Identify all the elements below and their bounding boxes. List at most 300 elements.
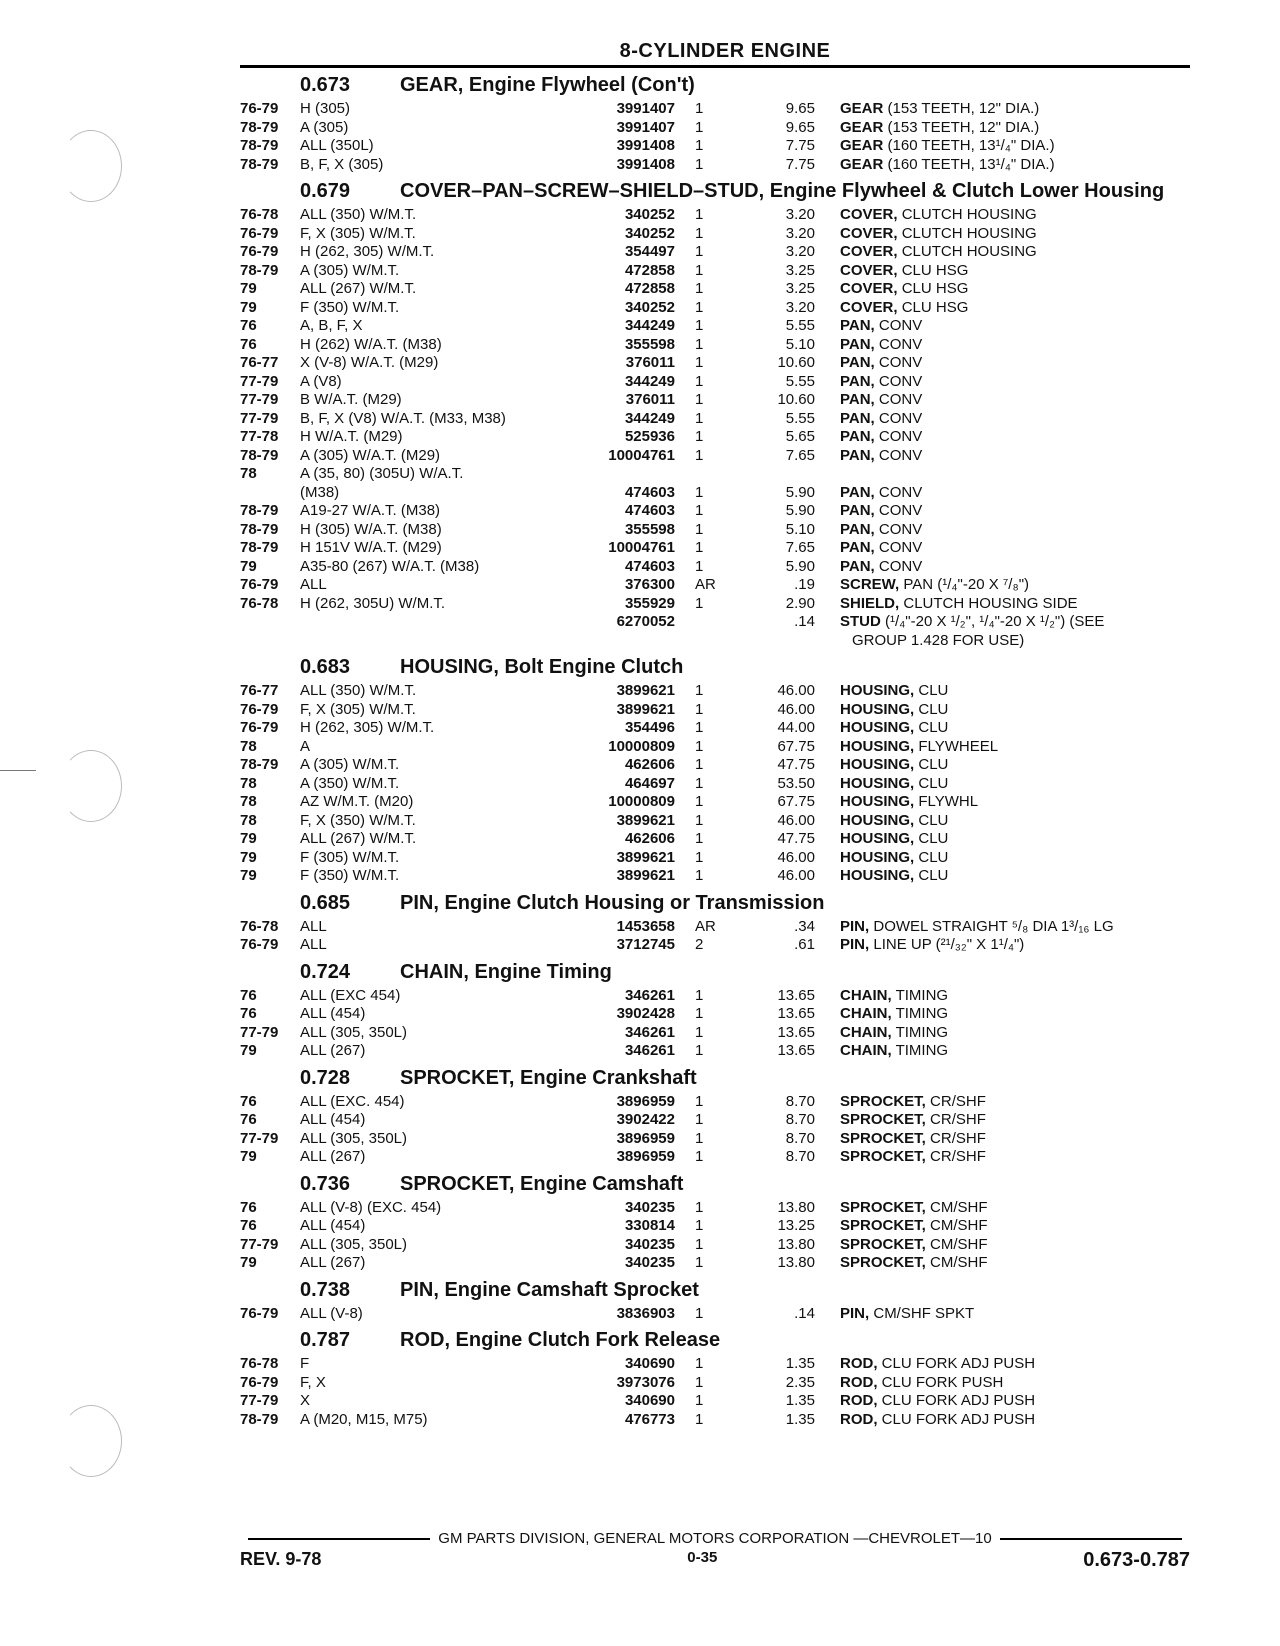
part-number-cell xyxy=(575,682,675,701)
quantity: 1 xyxy=(695,1304,704,1322)
description xyxy=(815,738,1190,757)
part-number: 10000809 xyxy=(608,793,675,810)
description-detail: CONV xyxy=(878,372,923,390)
part-row xyxy=(240,428,1190,447)
description xyxy=(815,682,1190,701)
description xyxy=(815,1392,1190,1411)
quantity-cell xyxy=(675,539,745,558)
description-name: GEAR xyxy=(840,100,884,117)
price-cell xyxy=(745,558,815,577)
part-row xyxy=(240,595,1190,614)
description-detail: TIMING xyxy=(895,1042,949,1059)
price-cell xyxy=(745,812,815,831)
description-detail: CLU HSG xyxy=(901,261,969,279)
quantity-cell xyxy=(675,280,745,299)
application-text: ALL (267) W/M.T. xyxy=(300,830,417,847)
description-name: PAN, xyxy=(840,520,875,538)
part-number: 355929 xyxy=(624,594,675,612)
application-text: ALL (454) xyxy=(300,1217,366,1234)
model-years: 76-79 xyxy=(240,100,279,117)
application xyxy=(300,465,575,502)
description xyxy=(815,262,1190,281)
part-number: 472858 xyxy=(624,261,675,279)
description-name: SPROCKET, xyxy=(840,1092,926,1110)
application-text: ALL (350L) xyxy=(300,137,374,154)
quantity: 1 xyxy=(695,391,704,408)
part-row xyxy=(240,701,1190,720)
description xyxy=(815,987,1190,1006)
quantity: 1 xyxy=(695,1217,704,1234)
part-number-cell xyxy=(575,1392,675,1411)
part-number-cell xyxy=(575,719,675,738)
part-row xyxy=(240,918,1190,937)
part-number-cell xyxy=(575,317,675,336)
part-row xyxy=(240,1042,1190,1061)
description xyxy=(815,280,1190,299)
quantity: 1 xyxy=(695,774,704,792)
quantity: 1 xyxy=(695,502,704,519)
quantity-cell xyxy=(675,299,745,318)
application xyxy=(300,1111,575,1130)
description-name: ROD, xyxy=(840,1410,878,1428)
model-years: 77-79 xyxy=(240,372,279,390)
quantity-cell xyxy=(675,849,745,868)
description-name: ROD, xyxy=(840,1355,878,1372)
application xyxy=(300,317,575,336)
description-name: CHAIN, xyxy=(840,1023,892,1041)
application-text: ALL (267) xyxy=(300,1042,366,1059)
part-row xyxy=(240,775,1190,794)
price-cell xyxy=(745,206,815,225)
description-name: PAN, xyxy=(840,391,875,408)
part-number: 346261 xyxy=(624,1042,675,1059)
description-name: COVER, xyxy=(840,298,898,316)
part-number: 346261 xyxy=(624,1023,675,1041)
part-row xyxy=(240,410,1190,429)
part-number-cell xyxy=(575,1411,675,1430)
price-cell xyxy=(745,299,815,318)
page-number: 0-35 xyxy=(687,1549,718,1566)
price-cell xyxy=(745,1093,815,1112)
description xyxy=(815,100,1190,119)
part-row xyxy=(240,812,1190,831)
section-title: SPROCKET, Engine Crankshaft xyxy=(400,1066,697,1089)
quantity: 1 xyxy=(695,428,704,445)
description xyxy=(815,918,1190,937)
part-row xyxy=(240,1254,1190,1273)
model-years: 78 xyxy=(240,465,257,482)
description-name: HOUSING, xyxy=(840,811,915,829)
description xyxy=(815,1236,1190,1255)
quantity: 1 xyxy=(695,700,704,718)
part-number: 3896959 xyxy=(616,1129,675,1147)
description-name: PIN, xyxy=(840,1304,870,1322)
description-name: PIN, xyxy=(840,936,870,953)
application-text: H (262, 305U) W/M.T. xyxy=(300,594,446,612)
quantity-cell xyxy=(675,1148,745,1167)
quantity-cell xyxy=(675,558,745,577)
quantity: 1 xyxy=(695,118,704,136)
description-detail: CLU FORK ADJ PUSH xyxy=(881,1392,1036,1409)
binder-hole xyxy=(60,130,122,202)
price: 3.20 xyxy=(785,206,815,223)
model-years: 77-79 xyxy=(240,1023,279,1041)
description-detail: FLYWHEEL xyxy=(918,737,999,755)
model-years: 79 xyxy=(240,848,257,866)
parts-list xyxy=(240,1199,1190,1273)
part-row xyxy=(240,1199,1190,1218)
price: 13.80 xyxy=(777,1254,815,1271)
part-row xyxy=(240,299,1190,318)
model-years: 79 xyxy=(240,1042,257,1059)
application xyxy=(300,1217,575,1236)
quantity: 1 xyxy=(695,354,704,371)
part-number: 344249 xyxy=(624,409,675,427)
model-years: 78-79 xyxy=(240,1410,279,1428)
model-years: 79 xyxy=(240,557,257,575)
part-row xyxy=(240,849,1190,868)
quantity-cell xyxy=(675,738,745,757)
description-detail: DOWEL STRAIGHT ⁵/₈ DIA 1³/₁₆ LG xyxy=(873,917,1114,935)
description xyxy=(815,1374,1190,1393)
section-title: PIN, Engine Clutch Housing or Transmission xyxy=(400,891,825,914)
description-detail: CR/SHF xyxy=(930,1092,986,1110)
description-detail: CONV xyxy=(878,317,923,334)
part-number-cell xyxy=(575,1042,675,1061)
section-code: 0.724 xyxy=(300,960,351,983)
description-detail: CONV xyxy=(878,557,923,575)
price: 8.70 xyxy=(785,1092,815,1110)
application-text: B W/A.T. (M29) xyxy=(300,391,402,408)
application xyxy=(300,1024,575,1043)
application-text: X xyxy=(300,1392,311,1409)
model-years: 77-79 xyxy=(240,391,279,408)
application-text: F (305) W/M.T. xyxy=(300,848,400,866)
part-row xyxy=(240,502,1190,521)
description-detail: CLU HSG xyxy=(901,280,969,297)
footer-rule-right xyxy=(1000,1538,1182,1540)
quantity-cell xyxy=(675,206,745,225)
part-row xyxy=(240,1305,1190,1324)
price: 46.00 xyxy=(777,867,815,884)
part-row xyxy=(240,243,1190,262)
section-code: 0.736 xyxy=(300,1172,351,1195)
part-row xyxy=(240,936,1190,955)
part-number-cell xyxy=(575,336,675,355)
model-years: 76 xyxy=(240,1198,257,1216)
price-cell xyxy=(745,867,815,886)
model-years: 77-79 xyxy=(240,1235,279,1253)
model-years: 78-79 xyxy=(240,137,279,154)
model-years: 78-79 xyxy=(240,520,279,538)
application-text: A (305) W/M.T. xyxy=(300,756,400,773)
application xyxy=(300,391,575,410)
part-row xyxy=(240,987,1190,1006)
model-years: 76 xyxy=(240,335,257,353)
price-cell xyxy=(745,1130,815,1149)
price-cell xyxy=(745,719,815,738)
application-text: H (305) W/A.T. (M38) xyxy=(300,520,442,538)
application xyxy=(300,775,575,794)
description-detail: (160 TEETH, 13¹/₄" DIA.) xyxy=(887,137,1055,154)
model-years: 76 xyxy=(240,986,257,1004)
description xyxy=(815,793,1190,812)
price: 67.75 xyxy=(777,737,815,755)
description-detail: CONV xyxy=(878,335,923,353)
description-detail: CONV xyxy=(878,428,923,445)
application xyxy=(300,719,575,738)
application-text: F (350) W/M.T. xyxy=(300,867,400,884)
description-name: HOUSING, xyxy=(840,830,915,847)
part-number: 525936 xyxy=(624,428,675,445)
price-cell xyxy=(745,521,815,540)
description xyxy=(815,317,1190,336)
application-text-cont: (M38) xyxy=(300,483,340,501)
part-row xyxy=(240,539,1190,558)
price: 44.00 xyxy=(777,719,815,736)
application-text: H 151V W/A.T. (M29) xyxy=(300,539,442,556)
sections xyxy=(240,74,1190,1429)
part-number: 346261 xyxy=(624,986,675,1004)
description xyxy=(815,719,1190,738)
quantity-cell xyxy=(675,391,745,410)
price-cell xyxy=(745,738,815,757)
section-heading xyxy=(240,1173,1190,1195)
description-detail: CLUTCH HOUSING SIDE xyxy=(903,594,1078,612)
part-number: 340235 xyxy=(624,1198,675,1216)
description-name: PAN, xyxy=(840,335,875,353)
application-text: A (350) W/M.T. xyxy=(300,774,400,792)
description-detail: CLU HSG xyxy=(901,298,969,316)
quantity: 1 xyxy=(695,986,704,1004)
footer-publisher: GM PARTS DIVISION, GENERAL MOTORS CORPORATION —CHEVROLET—10 xyxy=(438,1530,992,1547)
part-row xyxy=(240,336,1190,355)
application xyxy=(300,1130,575,1149)
part-number: 3973076 xyxy=(616,1373,675,1391)
application xyxy=(300,756,575,775)
application xyxy=(300,918,575,937)
model-years: 78-79 xyxy=(240,756,279,773)
section-title: COVER–PAN–SCREW–SHIELD–STUD, Engine Flywheel & Clutch Lower Housing xyxy=(400,180,1165,202)
description-detail: CONV xyxy=(878,391,923,408)
part-number-cell xyxy=(575,1199,675,1218)
price-cell xyxy=(745,1355,815,1374)
part-number-cell xyxy=(575,243,675,262)
description-detail: LINE UP (²¹/₃₂" X 1¹/₄") xyxy=(873,936,1025,953)
parts-page xyxy=(240,40,1190,1429)
price: 5.10 xyxy=(785,335,815,353)
part-row xyxy=(240,1236,1190,1255)
quantity: 1 xyxy=(695,520,704,538)
part-row xyxy=(240,1148,1190,1167)
application-text: A (35, 80) (305U) W/A.T. xyxy=(300,465,464,482)
description xyxy=(815,373,1190,392)
price: 8.70 xyxy=(785,1111,815,1128)
description xyxy=(815,849,1190,868)
part-row xyxy=(240,738,1190,757)
part-number: 3899621 xyxy=(616,811,675,829)
quantity: AR xyxy=(695,917,716,935)
model-years: 76 xyxy=(240,1005,257,1022)
part-number: 3836903 xyxy=(616,1304,675,1322)
price: 7.75 xyxy=(785,137,815,154)
part-row xyxy=(240,206,1190,225)
quantity-cell xyxy=(675,756,745,775)
price-cell xyxy=(745,595,815,614)
part-row xyxy=(240,1411,1190,1430)
application xyxy=(300,793,575,812)
model-years: 78-79 xyxy=(240,261,279,279)
description xyxy=(815,812,1190,831)
quantity-cell xyxy=(675,137,745,156)
part-number: 355598 xyxy=(624,520,675,538)
part-row xyxy=(240,576,1190,595)
price-cell xyxy=(745,447,815,466)
price: .34 xyxy=(794,917,815,935)
quantity: 1 xyxy=(695,372,704,390)
model-years: 78 xyxy=(240,737,257,755)
part-number: 3899621 xyxy=(616,848,675,866)
description-detail-cont: GROUP 1.428 FOR USE) xyxy=(852,631,1025,649)
price-cell xyxy=(745,918,815,937)
model-years: 76-79 xyxy=(240,719,279,736)
price: .61 xyxy=(794,936,815,953)
part-number-cell xyxy=(575,1130,675,1149)
application-text: F (350) W/M.T. xyxy=(300,298,400,316)
description-detail: CM/SHF SPKT xyxy=(873,1304,975,1322)
description xyxy=(815,156,1190,175)
price-cell xyxy=(745,373,815,392)
model-years: 78-79 xyxy=(240,155,279,173)
quantity: 1 xyxy=(695,280,704,297)
price: 7.65 xyxy=(785,539,815,556)
price: 3.25 xyxy=(785,261,815,279)
part-row xyxy=(240,280,1190,299)
price: 47.75 xyxy=(777,830,815,847)
quantity-cell xyxy=(675,521,745,540)
quantity-cell xyxy=(675,719,745,738)
description-detail: CLU xyxy=(918,700,949,718)
price: 13.65 xyxy=(777,1005,815,1022)
application xyxy=(300,539,575,558)
application-text: F, X xyxy=(300,1373,326,1391)
description-name: CHAIN, xyxy=(840,1005,892,1022)
description-detail: CM/SHF xyxy=(930,1217,988,1234)
application-text: A19-27 W/A.T. (M38) xyxy=(300,502,441,519)
description-name: SPROCKET, xyxy=(840,1148,926,1165)
part-number: 474603 xyxy=(624,502,675,519)
price: 5.55 xyxy=(785,409,815,427)
application-text: ALL (V-8) xyxy=(300,1304,363,1322)
part-number: 376011 xyxy=(625,391,675,408)
parts-list xyxy=(240,100,1190,174)
price: .19 xyxy=(794,576,815,593)
part-number: 464697 xyxy=(624,774,675,792)
application-text: ALL (305, 350L) xyxy=(300,1235,408,1253)
part-number-cell xyxy=(575,428,675,447)
section-title: SPROCKET, Engine Camshaft xyxy=(400,1172,684,1195)
price: 2.35 xyxy=(785,1373,815,1391)
price-cell xyxy=(745,317,815,336)
model-years: 77-79 xyxy=(240,409,279,427)
description xyxy=(815,1024,1190,1043)
application-text: ALL (350) W/M.T. xyxy=(300,682,417,699)
application xyxy=(300,701,575,720)
quantity: 1 xyxy=(695,1235,704,1253)
application-text: B, F, X (V8) W/A.T. (M33, M38) xyxy=(300,409,506,427)
application xyxy=(300,119,575,138)
section-code: 0.685 xyxy=(300,891,351,914)
price-cell xyxy=(745,410,815,429)
model-years: 79 xyxy=(240,1254,257,1271)
model-years: 76-79 xyxy=(240,700,279,718)
part-row xyxy=(240,465,1190,502)
model-years: 79 xyxy=(240,298,257,316)
description-detail: CM/SHF xyxy=(930,1235,988,1253)
model-years: 76-77 xyxy=(240,354,279,371)
margin-mark xyxy=(0,770,36,771)
application-text: ALL (350) W/M.T. xyxy=(300,206,417,223)
application-text: A (V8) xyxy=(300,372,342,390)
part-row xyxy=(240,867,1190,886)
application-text: ALL (EXC. 454) xyxy=(300,1092,405,1110)
description xyxy=(815,1111,1190,1130)
part-number: 474603 xyxy=(624,483,675,501)
part-number-cell xyxy=(575,812,675,831)
quantity: 1 xyxy=(695,206,704,223)
part-row xyxy=(240,719,1190,738)
model-years: 78 xyxy=(240,811,257,829)
quantity-cell xyxy=(675,918,745,937)
description-name: COVER, xyxy=(840,243,898,260)
description-detail: CLU FORK PUSH xyxy=(881,1373,1004,1391)
part-number-cell xyxy=(575,373,675,392)
application xyxy=(300,1305,575,1324)
quantity-cell xyxy=(675,1392,745,1411)
quantity: 1 xyxy=(695,1355,704,1372)
description-detail: CONV xyxy=(878,520,923,538)
section-title: PIN, Engine Camshaft Sprocket xyxy=(400,1278,699,1301)
description-name: PAN, xyxy=(840,483,875,501)
description xyxy=(815,243,1190,262)
application xyxy=(300,354,575,373)
part-number-cell xyxy=(575,738,675,757)
quantity: 1 xyxy=(695,243,704,260)
model-years: 76 xyxy=(240,317,257,334)
quantity-cell xyxy=(675,1411,745,1430)
model-years: 78-79 xyxy=(240,502,279,519)
section-heading xyxy=(240,656,1190,678)
model-years: 76-79 xyxy=(240,224,279,242)
application xyxy=(300,410,575,429)
application xyxy=(300,447,575,466)
model-years xyxy=(240,613,300,650)
description-name: SPROCKET, xyxy=(840,1254,926,1271)
part-row xyxy=(240,262,1190,281)
model-years: 77-78 xyxy=(240,428,279,445)
section-code: 0.738 xyxy=(300,1278,351,1301)
price: 7.65 xyxy=(785,446,815,464)
quantity-cell xyxy=(675,119,745,138)
part-row xyxy=(240,1005,1190,1024)
model-years: 78 xyxy=(240,774,257,792)
price-cell xyxy=(745,502,815,521)
application xyxy=(300,521,575,540)
price-cell xyxy=(745,936,815,955)
description-detail: TIMING xyxy=(895,1023,949,1041)
parts-list xyxy=(240,1093,1190,1167)
price-cell xyxy=(745,225,815,244)
